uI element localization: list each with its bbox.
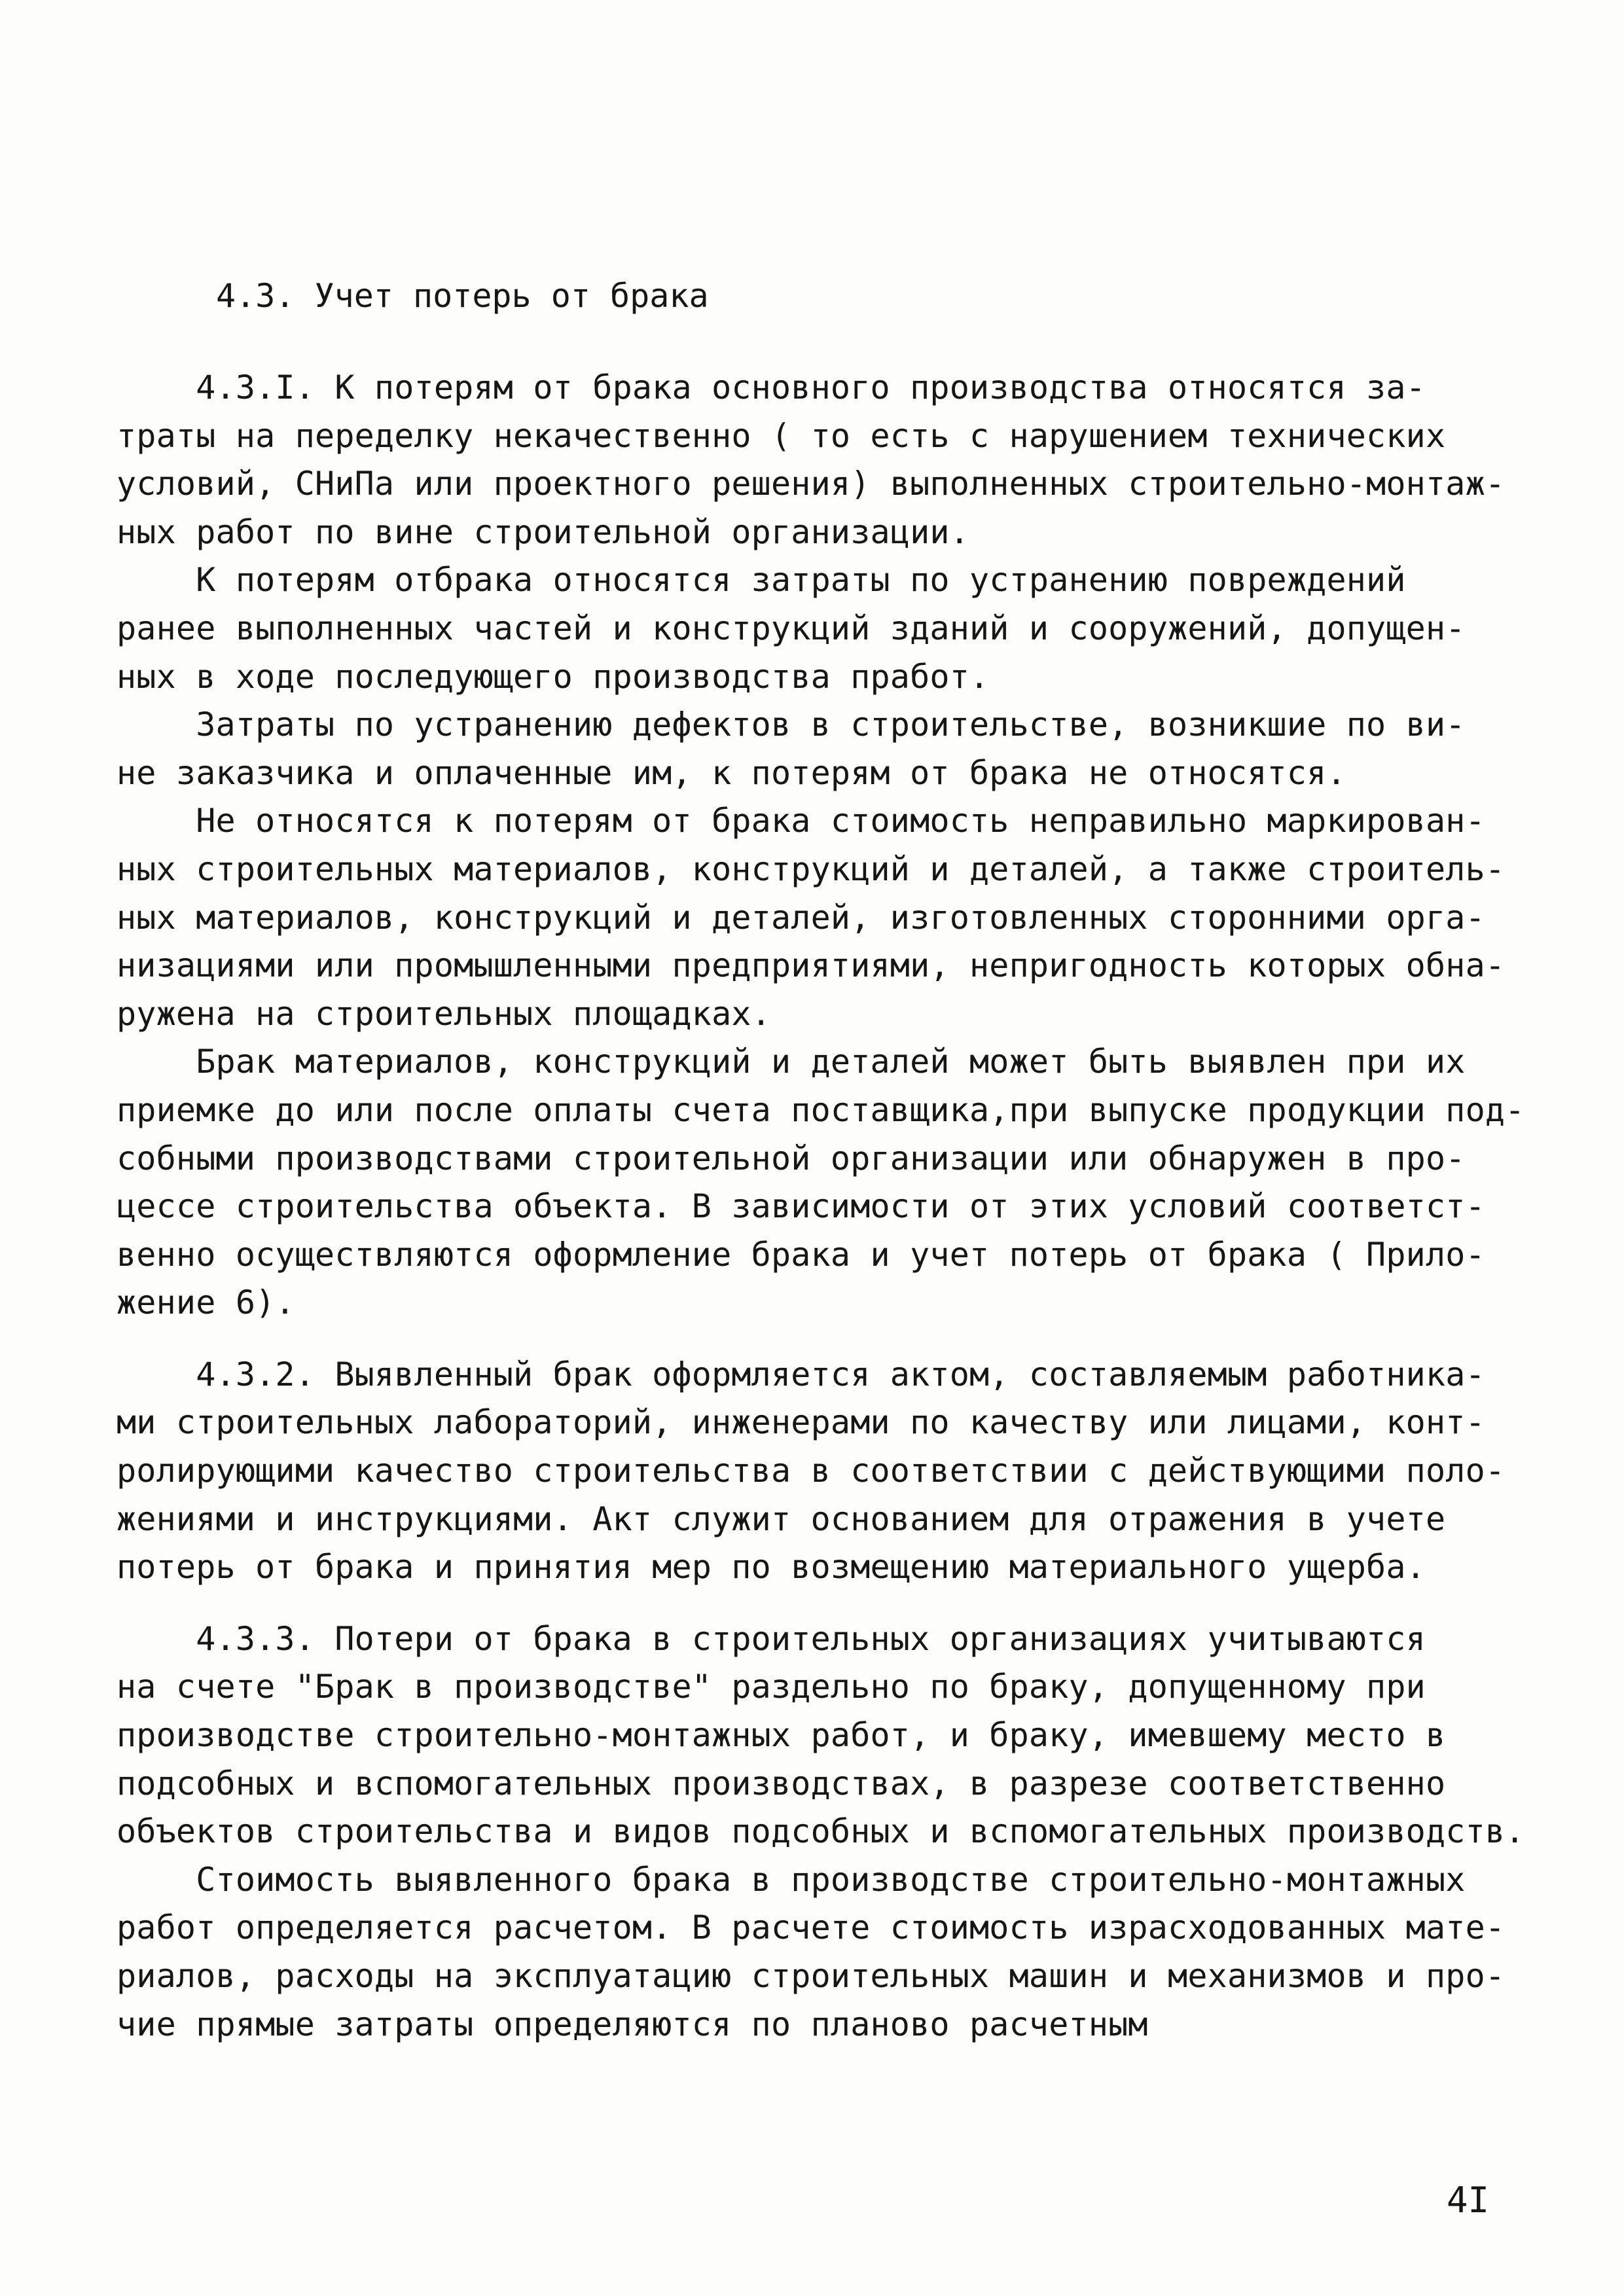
text-line: не заказчика и оплаченные им, к потерям от брака не относятся. <box>117 753 1346 792</box>
text-line: Брак материалов, конструкций и деталей может быть выявлен при их <box>117 1043 1466 1081</box>
text-line: жениями и инструкциями. Акт служит основанием для отражения в учете <box>117 1499 1446 1538</box>
text-line: 4.3.3. Потери от брака в строительных организациях учитываются <box>117 1619 1426 1658</box>
text-line: собными производствами строительной организации или обнаружен в про- <box>117 1139 1466 1177</box>
text-line: условий, СНиПа или проектного решения) выполненных строительно-монтаж- <box>117 465 1506 503</box>
page-number: 4I <box>1447 2179 1490 2221</box>
text-line: 4.3.I. К потерям от брака основного производства относятся за- <box>117 368 1426 406</box>
text-line: Затраты по устранению дефектов в строительстве, возникшие по ви- <box>117 706 1466 744</box>
section-heading: 4.3. Учет потерь от брака <box>216 277 709 315</box>
text-line: работ определяется расчетом. В расчете стоимость израсходованных мате- <box>117 1909 1506 1947</box>
text-line: ных работ по вине строительной организации. <box>117 512 970 551</box>
text-line: на счете "Брак в производстве" раздельно по браку, допущенному при <box>117 1668 1426 1706</box>
text-line: К потерям отбрака относятся затраты по устранению повреждений <box>117 561 1406 600</box>
text-line: ранее выполненных частей и конструкций зданий и сооружений, допущен- <box>117 609 1466 647</box>
text-line: ных строительных материалов, конструкций и деталей, а также строитель- <box>117 850 1506 888</box>
text-line: Не относятся к потерям от брака стоимость неправильно маркирован- <box>117 802 1485 840</box>
text-line: ных материалов, конструкций и деталей, изготовленных сторонними орга- <box>117 898 1485 937</box>
text-line: ролирующими качество строительства в соответствии с действующими поло- <box>117 1452 1506 1490</box>
text-line: объектов строительства и видов подсобных и вспомогательных производств. <box>117 1812 1525 1851</box>
text-line: Стоимость выявленного брака в производстве строительно-монтажных <box>117 1860 1466 1899</box>
text-line: траты на переделку некачественно ( то есть с нарушением технических <box>117 416 1446 455</box>
text-line: цессе строительства объекта. В зависимости от этих условий соответст- <box>117 1187 1485 1226</box>
text-line: чие прямые затраты определяются по планово расчетным <box>117 2005 1148 2043</box>
text-line: венно осуществляются оформление брака и учет потерь от брака ( Прило- <box>117 1235 1485 1274</box>
text-line: ных в ходе последующего производства пработ. <box>117 657 990 696</box>
text-line: жение 6). <box>117 1283 295 1322</box>
text-line: потерь от брака и принятия мер по возмещению материального ущерба. <box>117 1548 1426 1587</box>
text-line: ружена на строительных площадках. <box>117 994 771 1033</box>
text-line: ми строительных лабораторий, инженерами по качеству или лицами, конт- <box>117 1403 1485 1442</box>
body-text <box>117 364 1530 2049</box>
text-line: 4.3.2. Выявленный брак оформляется актом, составляемым работника- <box>117 1355 1485 1393</box>
text-line: подсобных и вспомогательных производствах, в разрезе соответственно <box>117 1764 1446 1803</box>
text-line: приемке до или после оплаты счета поставщика,при выпуске продукции под- <box>117 1090 1525 1129</box>
text-line: низациями или промышленными предприятиями, непригодность которых обна- <box>117 946 1506 985</box>
paragraph-gap <box>117 1592 1530 1615</box>
text-line: риалов, расходы на эксплуатацию строительных машин и механизмов и про- <box>117 1957 1506 1995</box>
text-line: производстве строительно-монтажных работ, и браку, имевшему место в <box>117 1716 1446 1755</box>
paragraph-gap <box>117 1327 1530 1351</box>
